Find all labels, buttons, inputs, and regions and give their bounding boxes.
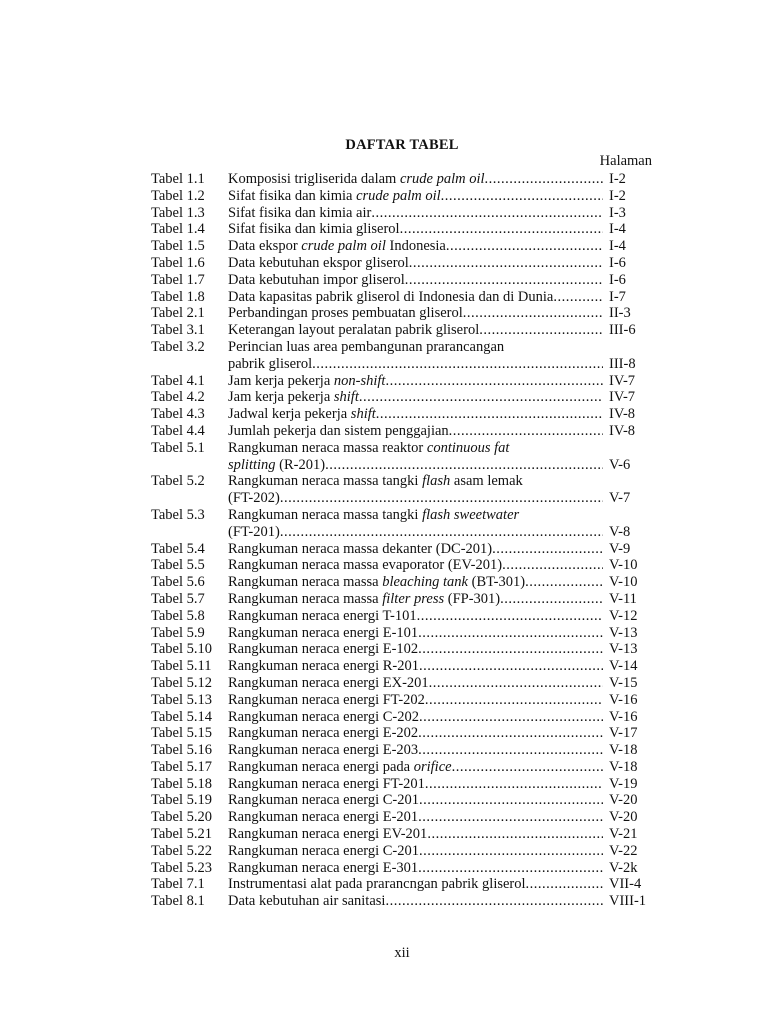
entry-title-italic: orifice [413,758,452,775]
entry-title [228,557,502,574]
entry-page: V-22 [609,842,638,859]
entry-title [228,776,425,793]
entry-title [228,893,385,910]
entry-title [228,507,519,524]
entry-page: V-20 [609,792,638,809]
entry-title-part: Rangkuman neraca energi C-201 [228,792,419,809]
entry-page: V-10 [609,574,638,591]
entry-title-part: (FT-202) [228,490,280,507]
table-list [151,171,653,910]
entry-number: Tabel 5.16 [151,742,212,759]
entry-page: V-7 [609,490,631,507]
toc-entry [151,473,653,507]
entry-page: III-6 [609,322,636,339]
dot-leader [425,776,603,793]
entry-title-part: Rangkuman neraca energi E-203 [228,742,419,759]
entry-title-part: Instrumentasi alat pada prarancngan pabrik gliserol [228,876,526,893]
dot-leader [427,826,603,843]
toc-entry [151,792,653,809]
entry-number: Tabel 5.18 [151,775,212,792]
entry-title [228,389,359,406]
entry-number: Tabel 5.12 [151,674,212,691]
entry-page: I-2 [609,171,626,187]
dot-leader [280,524,603,541]
entry-title-part: asam lemak [450,473,523,490]
entry-title-part: Rangkuman neraca massa reaktor [228,439,427,456]
entry-number: Tabel 5.9 [151,624,205,641]
entry-title [228,742,418,759]
entry-title [228,541,492,558]
dot-leader [500,591,603,608]
entry-title-part: Komposisi trigliserida dalam [228,171,400,187]
dot-leader [418,625,603,642]
entry-page: IV-8 [609,406,636,423]
dot-leader [418,641,603,658]
dot-leader [419,709,603,726]
entry-number: Tabel 1.8 [151,288,205,305]
entry-title-italic: continuous fat [426,439,510,456]
toc-entry [151,776,653,793]
dot-leader [452,759,603,776]
entry-page: I-2 [609,187,626,204]
entry-number: Tabel 5.13 [151,691,212,708]
entry-title [228,792,419,809]
entry-title-part: Rangkuman neraca energi EX-201 [228,674,429,691]
toc-entry [151,625,653,642]
entry-number: Tabel 4.4 [151,422,205,439]
entry-title-part: Rangkuman neraca massa evaporator (EV-201) [228,557,503,574]
toc-entry [151,289,653,306]
entry-page: V-9 [609,540,631,557]
entry-page: I-3 [609,204,626,221]
dot-leader [418,809,603,826]
entry-page: VIII-1 [609,893,647,910]
entry-title-part: Rangkuman neraca energi EV-201 [228,826,428,843]
dot-leader [441,188,603,205]
entry-number: Tabel 3.1 [151,322,205,339]
toc-entry [151,658,653,675]
entry-title-part: Rangkuman neraca energi T-101 [228,607,417,624]
entry-title-italic: splitting [228,456,276,473]
page-title: DAFTAR TABEL [345,137,459,153]
entry-title-part: Rangkuman neraca energi C-202 [228,708,419,725]
entry-title-part: Rangkuman neraca energi E-202 [228,725,419,742]
entry-title [228,675,429,692]
entry-page: III-8 [609,355,636,372]
entry-title-part: Jumlah pekerja dan sistem penggajian [228,422,449,439]
toc-entry [151,608,653,625]
entry-title-part: Sifat fisika dan kimia gliserol [228,221,400,238]
entry-title-part: Data kapasitas pabrik gliserol di Indonesia dan di Dunia [228,288,554,305]
entry-title-part: Rangkuman neraca massa tangki [228,473,423,490]
entry-number: Tabel 1.7 [151,271,205,288]
entry-title [228,473,523,490]
entry-page: V-16 [609,691,638,708]
entry-title-part: (FT-201) [228,523,280,540]
entry-number: Tabel 5.17 [151,758,212,775]
entry-title [228,205,371,222]
entry-number: Tabel 5.7 [151,590,205,607]
entry-title-part: Rangkuman neraca massa dekanter (DC-201) [228,540,493,557]
toc-entry [151,675,653,692]
dot-leader [359,389,603,406]
toc-entry [151,541,653,558]
dot-leader [446,238,603,255]
entry-number: Tabel 1.5 [151,238,205,255]
dot-leader [409,255,603,272]
toc-entry [151,171,653,188]
entry-title [228,322,479,339]
entry-title [228,406,376,423]
dot-leader [479,322,603,339]
entry-number: Tabel 5.3 [151,506,205,523]
entry-page: I-4 [609,238,626,255]
entry-page: IV-7 [609,389,636,406]
entry-number: Tabel 4.1 [151,372,205,389]
toc-entry [151,574,653,591]
entry-number: Tabel 4.2 [151,389,205,406]
entry-page: V-2k [609,859,638,876]
page-column-header: Halaman [599,153,652,169]
entry-page: V-19 [609,775,638,792]
entry-page: V-13 [609,641,638,658]
entry-page: V-14 [609,658,638,675]
toc-entry [151,423,653,440]
entry-page: V-21 [609,826,638,843]
entry-title-part: Indonesia [385,238,446,255]
entry-title-part: pabrik gliserol [228,355,313,372]
entry-number: Tabel 5.6 [151,574,205,591]
entry-page: V-17 [609,725,638,742]
entry-number: Tabel 1.3 [151,204,205,221]
entry-page: I-6 [609,271,626,288]
entry-number: Tabel 7.1 [151,876,205,893]
entry-number: Tabel 5.11 [151,658,212,675]
toc-entry [151,809,653,826]
toc-entry [151,339,653,373]
entry-page: V-11 [609,590,637,607]
entry-title [228,423,449,440]
dot-leader [429,675,603,692]
entry-page: V-18 [609,742,638,759]
entry-title-part: Rangkuman neraca massa tangki [228,506,423,523]
dot-leader [526,876,603,893]
dot-leader [405,272,603,289]
entry-title-part: Jam kerja pekerja [228,372,334,389]
entry-page: V-15 [609,674,638,691]
entry-title [228,171,485,188]
entry-title [228,188,441,205]
dot-leader [385,893,603,910]
entry-title-part: (R-201) [275,456,326,473]
entry-title-part: Sifat fisika dan kimia air [228,204,372,221]
entry-page: IV-7 [609,372,636,389]
toc-entry [151,305,653,322]
toc-entry [151,826,653,843]
dot-leader [419,843,603,860]
dot-leader [418,860,603,877]
entry-number: Tabel 5.14 [151,708,212,725]
entry-title [228,440,509,457]
entry-title [228,490,280,507]
entry-title-part: Rangkuman neraca energi R-201 [228,658,419,675]
entry-page: V-18 [609,758,638,775]
toc-entry [151,255,653,272]
entry-title [228,809,418,826]
entry-title-italic: crude palm oil [301,238,386,255]
entry-title-italic: filter press [382,590,445,607]
dot-leader [312,356,603,373]
entry-title [228,574,525,591]
entry-title [228,709,419,726]
toc-entry [151,725,653,742]
entry-title-part: Data kebutuhan air sanitasi [228,893,386,910]
entry-title [228,339,504,356]
entry-title [228,843,419,860]
entry-title-part: Perincian luas area pembangunan prarancangan [228,338,505,355]
dot-leader [325,457,603,474]
toc-entry [151,843,653,860]
dot-leader [525,574,603,591]
entry-title [228,608,417,625]
entry-number: Tabel 1.4 [151,221,205,238]
toc-entry [151,557,653,574]
toc-entry [151,507,653,541]
entry-title-italic: crude palm oil [356,187,441,204]
dot-leader [502,557,603,574]
toc-entry [151,406,653,423]
entry-title [228,641,418,658]
entry-number: Tabel 5.23 [151,859,212,876]
entry-title-part: Perbandingan proses pembuatan gliserol [228,305,463,322]
entry-page: I-7 [609,288,626,305]
entry-title-part: Rangkuman neraca energi E-301 [228,859,419,876]
toc-entry [151,709,653,726]
entry-title-part: Sifat fisika dan kimia [228,187,357,204]
entry-title [228,759,452,776]
entry-number: Tabel 5.1 [151,439,205,456]
dot-leader [418,725,603,742]
entry-number: Tabel 5.21 [151,826,212,843]
entry-number: Tabel 1.1 [151,171,205,187]
dot-leader [418,742,603,759]
entry-title-part: Rangkuman neraca energi FT-202 [228,691,425,708]
entry-title-part: Rangkuman neraca energi E-102 [228,641,419,658]
dot-leader [385,373,603,390]
entry-title-italic: shift [333,389,359,406]
entry-title [228,272,405,289]
entry-title-part: Data kebutuhan impor gliserol [228,271,405,288]
entry-title [228,255,409,272]
entry-title-part: Rangkuman neraca energi E-201 [228,809,419,826]
dot-leader [419,658,603,675]
toc-entry [151,876,653,893]
entry-page: V-8 [609,523,631,540]
toc-entry [151,238,653,255]
entry-title-italic: bleaching tank [382,574,468,591]
entry-page: VII-4 [609,876,642,893]
entry-number: Tabel 1.2 [151,187,205,204]
entry-title [228,356,312,373]
entry-number: Tabel 5.19 [151,792,212,809]
entry-title-part: Rangkuman neraca massa [228,574,383,591]
entry-number: Tabel 8.1 [151,893,205,910]
entry-number: Tabel 5.5 [151,557,205,574]
toc-entry [151,272,653,289]
entry-title-italic: shift [350,406,376,423]
dot-leader [417,608,603,625]
entry-title [228,457,325,474]
entry-title [228,692,425,709]
toc-entry [151,591,653,608]
entry-page: V-12 [609,607,638,624]
toc-entry [151,205,653,222]
entry-number: Tabel 5.10 [151,641,212,658]
entry-title [228,524,280,541]
dot-leader [485,171,603,188]
entry-title-part: Jadwal kerja pekerja [228,406,351,423]
entry-number: Tabel 1.6 [151,254,205,271]
toc-entry [151,893,653,910]
entry-title [228,591,500,608]
entry-title [228,658,419,675]
entry-page: II-3 [609,305,631,322]
toc-entry [151,440,653,474]
toc-entry [151,188,653,205]
dot-leader [376,406,603,423]
entry-page: IV-8 [609,422,636,439]
dot-leader [400,221,603,238]
entry-page: V-13 [609,624,638,641]
entry-title-part: Data ekspor [228,238,302,255]
entry-title-part: (BT-301) [468,574,526,591]
entry-title [228,826,427,843]
page-number: xii [394,945,410,961]
entry-number: Tabel 5.8 [151,607,205,624]
entry-page: V-10 [609,557,638,574]
entry-title-italic: flash [422,473,451,490]
toc-entry [151,692,653,709]
entry-number: Tabel 5.20 [151,809,212,826]
entry-number: Tabel 5.4 [151,540,205,557]
dot-leader [280,490,603,507]
dot-leader [492,541,603,558]
entry-number: Tabel 2.1 [151,305,205,322]
entry-page: I-4 [609,221,626,238]
entry-title-part: Rangkuman neraca energi FT-201 [228,775,425,792]
entry-title [228,876,526,893]
entry-title-part: Data kebutuhan ekspor gliserol [228,254,409,271]
toc-entry [151,221,653,238]
entry-title-italic: non-shift [333,372,386,389]
toc-entry [151,759,653,776]
entry-number: Tabel 5.2 [151,473,205,490]
toc-entry [151,860,653,877]
toc-entry [151,742,653,759]
dot-leader [425,692,603,709]
entry-title [228,221,400,238]
dot-leader [449,423,603,440]
toc-entry [151,641,653,658]
dot-leader [371,205,603,222]
entry-title [228,725,418,742]
entry-page: V-6 [609,456,631,473]
entry-title [228,305,463,322]
dot-leader [419,792,603,809]
entry-title-part: Keterangan layout peralatan pabrik gliserol [228,322,480,339]
entry-number: Tabel 3.2 [151,338,205,355]
entry-title [228,238,446,255]
entry-number: Tabel 5.22 [151,842,212,859]
entry-title-italic: flash sweetwater [422,506,520,523]
entry-page: I-6 [609,254,626,271]
toc-entry [151,389,653,406]
entry-title-part: Rangkuman neraca massa [228,590,383,607]
entry-title-part: Jam kerja pekerja [228,389,334,406]
toc-entry [151,373,653,390]
entry-number: Tabel 4.3 [151,406,205,423]
entry-title-part: Rangkuman neraca energi E-101 [228,624,419,641]
entry-page: V-20 [609,809,638,826]
entry-page: V-16 [609,708,638,725]
dot-leader [553,289,603,306]
entry-title-part: Rangkuman neraca energi C-201 [228,842,419,859]
dot-leader [463,305,603,322]
entry-title [228,373,385,390]
toc-entry [151,322,653,339]
entry-title-part: (FP-301) [444,590,501,607]
entry-title-italic: crude palm oil [399,171,485,187]
entry-title [228,289,553,306]
entry-title-part: Rangkuman neraca energi pada [228,758,414,775]
entry-number: Tabel 5.15 [151,725,212,742]
entry-title [228,860,418,877]
entry-title [228,625,418,642]
